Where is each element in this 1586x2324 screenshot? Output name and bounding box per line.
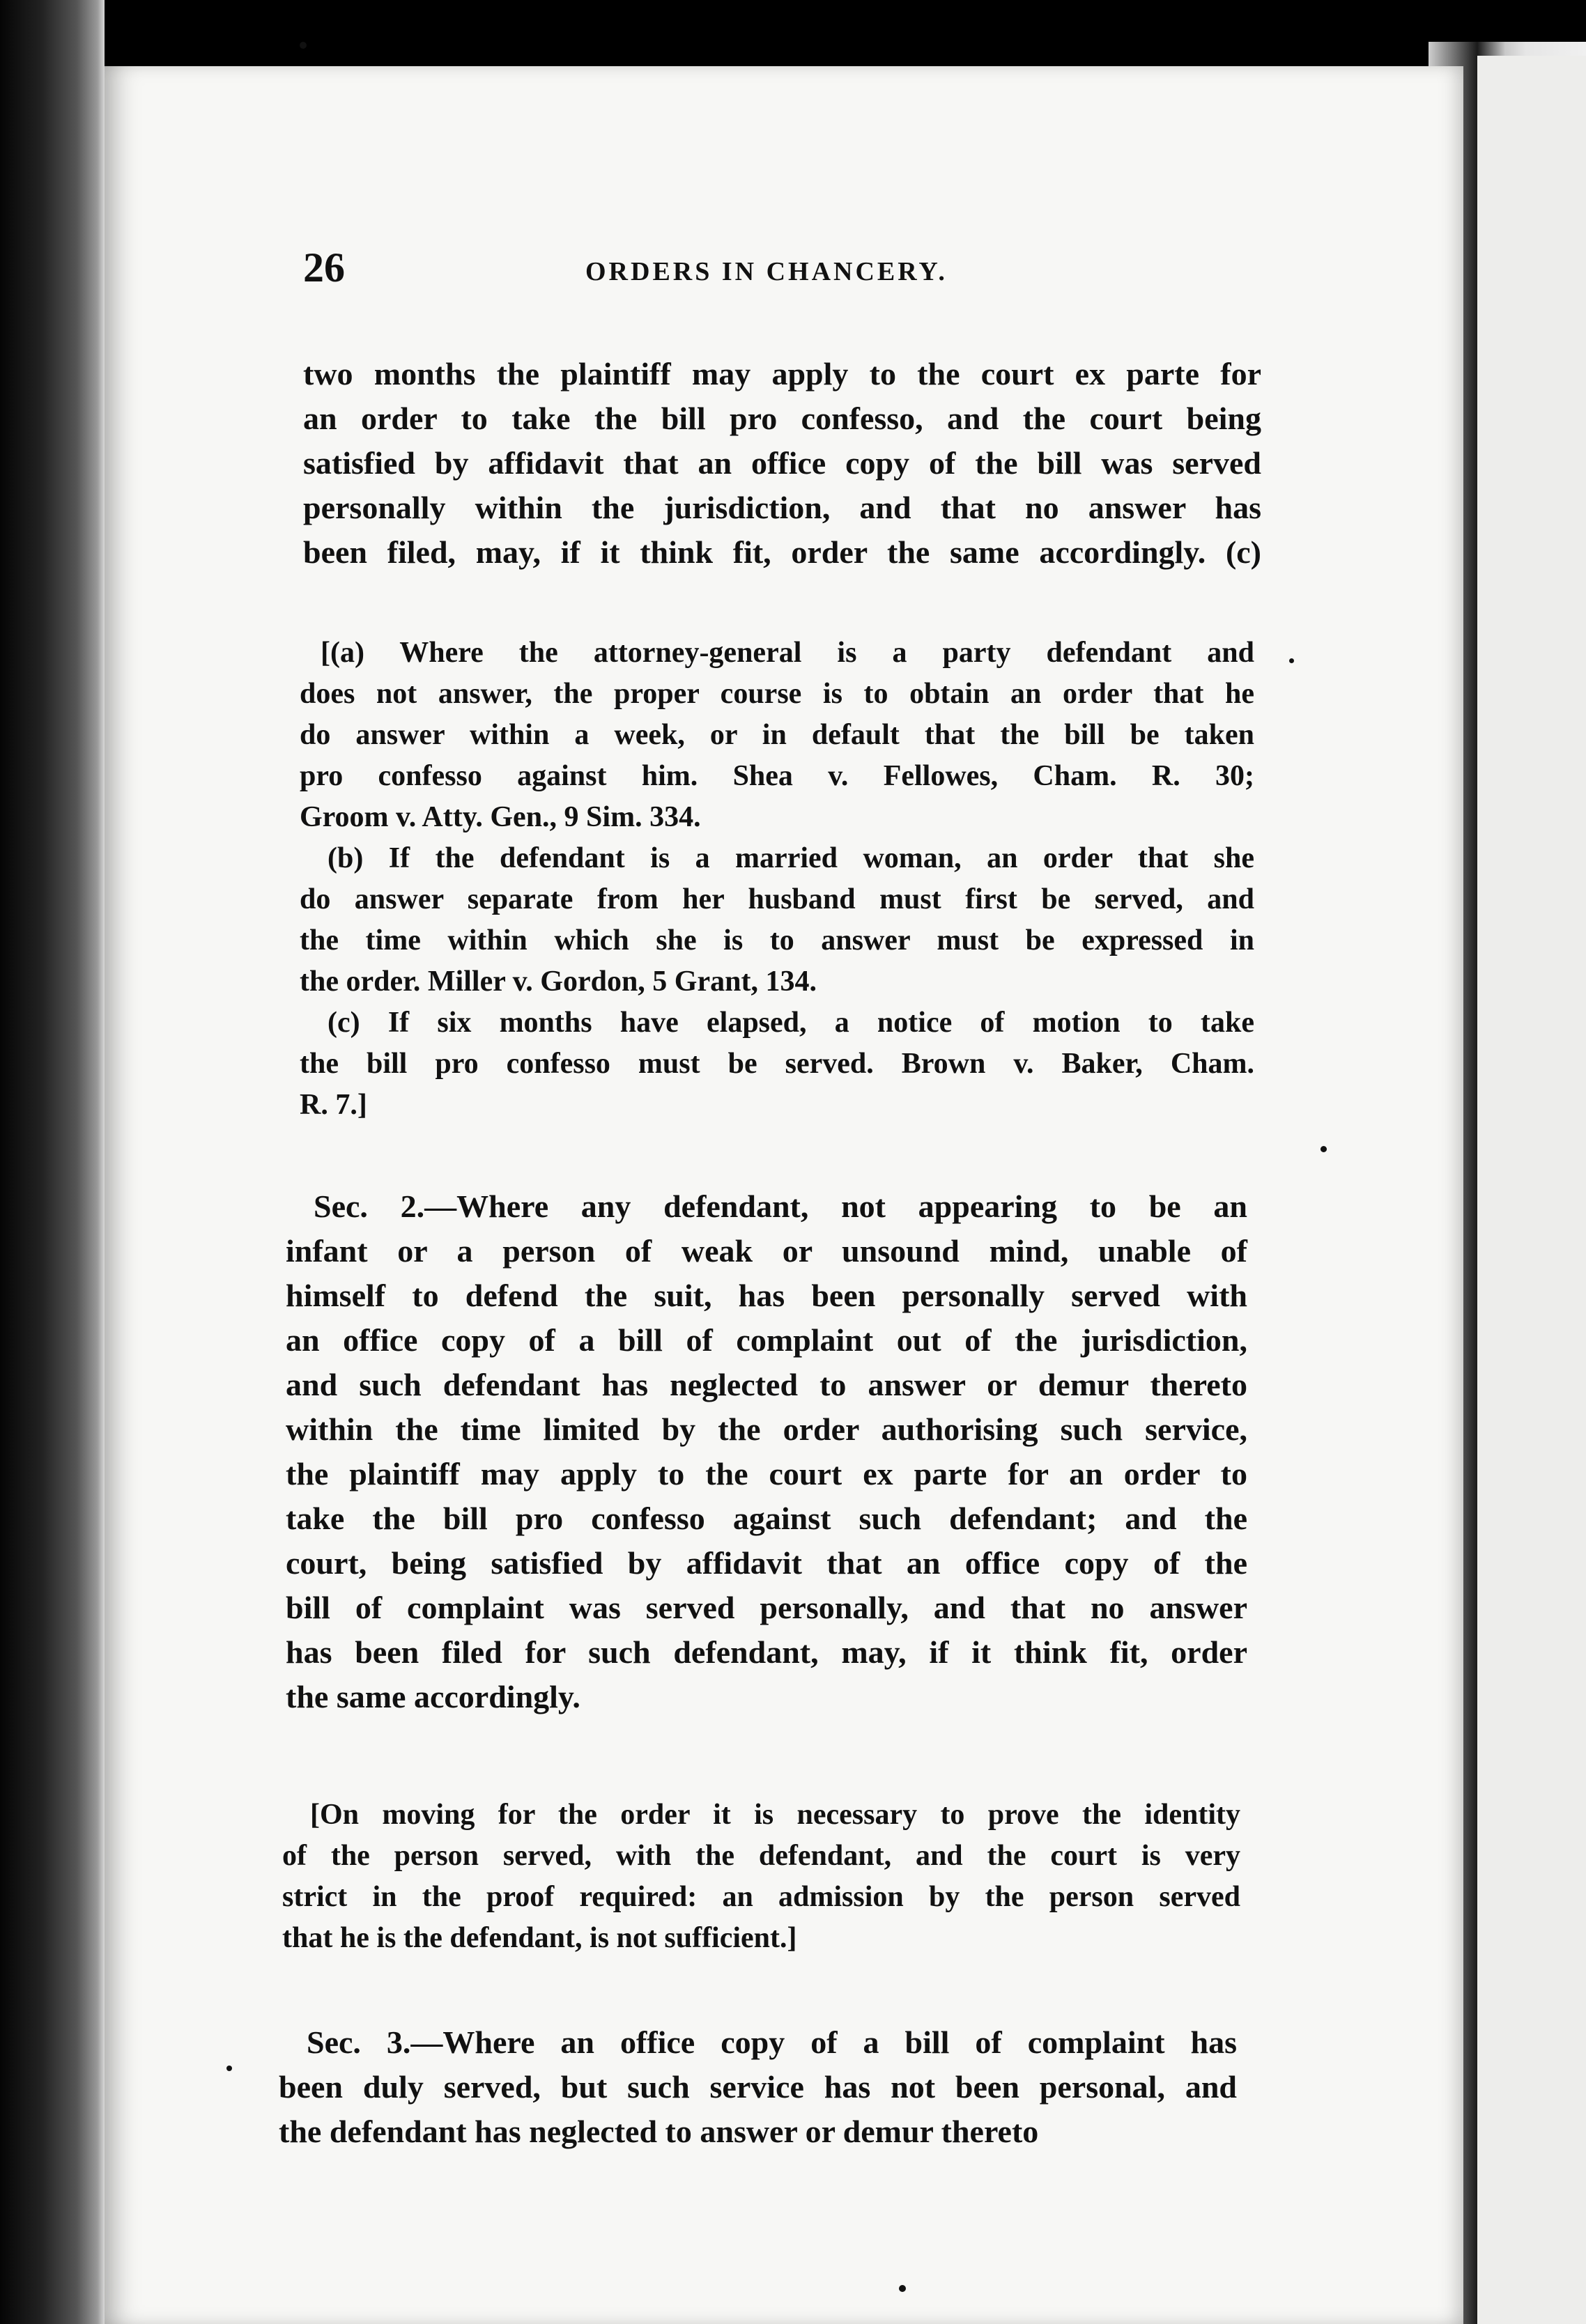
- note-line: of the person served, with the defendant, and the court is very: [282, 1840, 1240, 1872]
- note-line: pro confesso against him. Shea v. Fellowes, Cham. R. 30;: [300, 760, 1254, 792]
- scan-speck: [1289, 658, 1294, 663]
- text-line: himself to defend the suit, has been personally served with: [286, 1278, 1247, 1313]
- text-line: court, being satisfied by affidavit that an office copy of the: [286, 1545, 1247, 1581]
- text-line: personally within the jurisdiction, and that no answer has: [303, 490, 1261, 525]
- text-line: infant or a person of weak or unsound mind, unable of: [286, 1233, 1247, 1269]
- text-line: the same accordingly.: [286, 1679, 580, 1714]
- text-line: and such defendant has neglected to answer or demur thereto: [286, 1367, 1247, 1402]
- scan-speck: [899, 2285, 906, 2292]
- scan-speck: [1321, 1146, 1327, 1152]
- text-line: the plaintiff may apply to the court ex parte for an order to: [286, 1456, 1247, 1492]
- text-line: within the time limited by the order authorising such service,: [286, 1411, 1247, 1447]
- note-line: do answer within a week, or in default that the bill be taken: [300, 719, 1254, 751]
- footnotes-block: [300, 633, 1254, 1126]
- note-line: Groom v. Atty. Gen., 9 Sim. 334.: [300, 801, 701, 833]
- text-line: the defendant has neglected to answer or demur thereto: [279, 2114, 1039, 2149]
- note-line: [(a) Where the attorney-general is a party defendant and: [321, 637, 1254, 669]
- text-line: satisfied by affidavit that an office copy of the bill was served: [303, 445, 1261, 481]
- facing-page-edge: [1477, 56, 1586, 2324]
- note-line: the bill pro confesso must be served. Brown v. Baker, Cham.: [300, 1048, 1254, 1080]
- text-line: been duly served, but such service has not been personal, and: [279, 2069, 1237, 2105]
- text-line: two months the plaintiff may apply to the court ex parte for: [303, 356, 1261, 392]
- note-line: do answer separate from her husband must first be served, and: [300, 883, 1254, 915]
- left-scan-border: [0, 0, 105, 2324]
- section-3: [279, 2020, 1237, 2154]
- text-line: Sec. 2.—Where any defendant, not appearing to be an: [314, 1188, 1247, 1224]
- note-line: strict in the proof required: an admission by the person served: [282, 1881, 1240, 1913]
- note-line: (c) If six months have elapsed, a notice of motion to take: [328, 1007, 1254, 1039]
- text-line: take the bill pro confesso against such defendant; and the: [286, 1501, 1247, 1536]
- note-line: the time within which she is to answer must be expressed in: [300, 924, 1254, 956]
- section-2-note: [282, 1795, 1240, 1959]
- running-head: ORDERS IN CHANCERY.: [585, 257, 948, 286]
- text-line: an office copy of a bill of complaint out of the jurisdiction,: [286, 1322, 1247, 1358]
- text-line: bill of complaint was served personally, and that no answer: [286, 1590, 1247, 1625]
- note-line: (b) If the defendant is a married woman, an order that she: [328, 842, 1254, 874]
- text-line: an order to take the bill pro confesso, and the court being: [303, 401, 1261, 436]
- note-line: [On moving for the order it is necessary to prove the identity: [310, 1799, 1240, 1831]
- note-line: does not answer, the proper course is to obtain an order that he: [300, 678, 1254, 710]
- text-line: Sec. 3.—Where an office copy of a bill of complaint has: [307, 2024, 1237, 2060]
- scan-speck: [300, 42, 307, 49]
- note-line: R. 7.]: [300, 1089, 367, 1121]
- note-line: the order. Miller v. Gordon, 5 Grant, 134.: [300, 966, 817, 998]
- text-line: has been filed for such defendant, may, if it think fit, order: [286, 1634, 1247, 1670]
- text-line: been filed, may, if it think fit, order the same accordingly. (c): [303, 534, 1261, 570]
- section-2: [286, 1184, 1247, 1719]
- note-line: that he is the defendant, is not sufficient.]: [282, 1922, 797, 1954]
- page-number: 26: [303, 245, 345, 290]
- scan-speck: [226, 2066, 232, 2071]
- page-header: [303, 244, 1286, 300]
- paragraph-continuation: [303, 352, 1261, 575]
